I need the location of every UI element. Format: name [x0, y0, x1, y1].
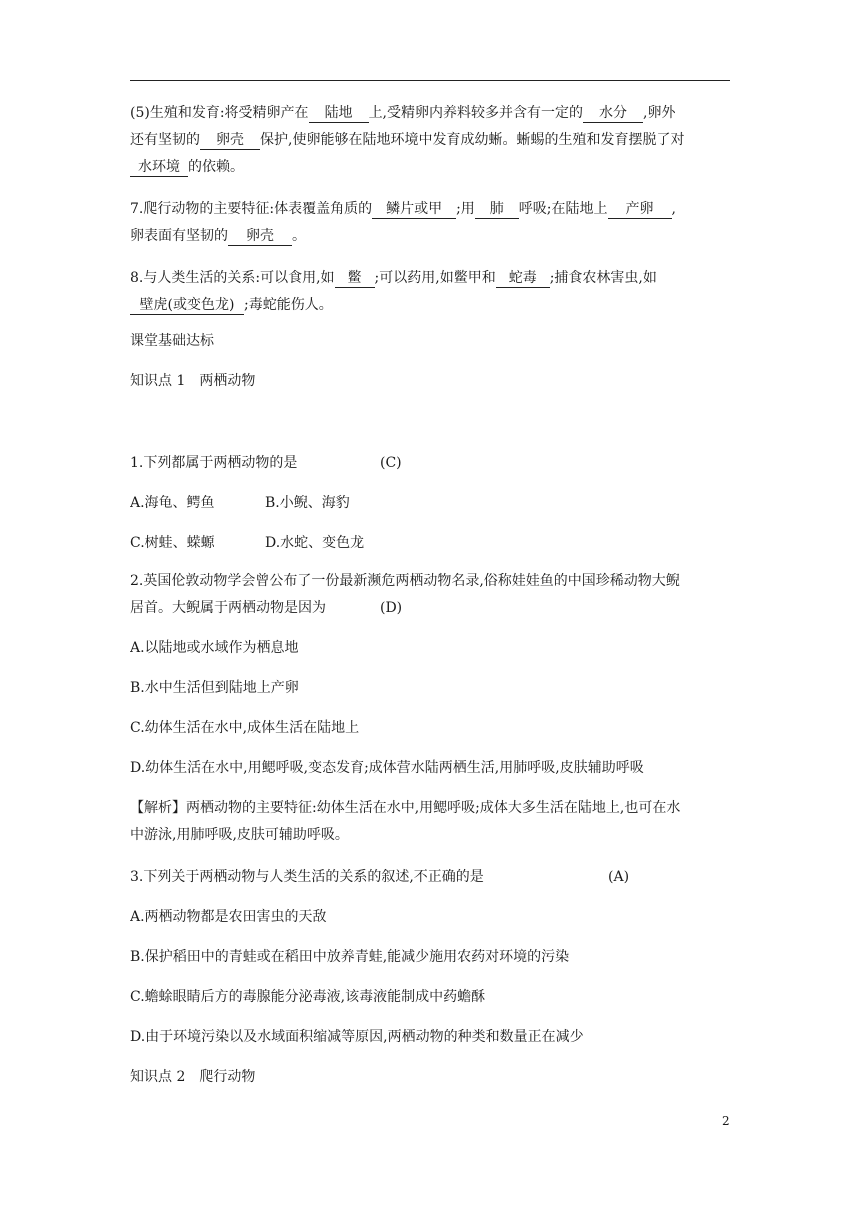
text: ;毒蛇能伤人。: [244, 297, 333, 313]
q3-option-d: D.由于环境污染以及水域面积缩减等原因,两栖动物的种类和数量正在减少: [130, 1029, 584, 1045]
blank-answer: 鳖: [335, 269, 375, 288]
q1-options-ab: [130, 490, 740, 517]
header-rule: [130, 80, 730, 81]
blank-answer: 卵壳: [228, 227, 292, 246]
text: 的依赖。: [188, 159, 244, 175]
text: 卵表面有坚韧的: [130, 228, 228, 244]
text: (5)生殖和发育:将受精卵产在: [130, 105, 309, 121]
q3-option-b: B.保护稻田中的青蛙或在稻田中放养青蛙,能减少施用农药对环境的污染: [130, 949, 570, 965]
text: 。: [292, 228, 306, 244]
q2-stem-line-2: [130, 595, 740, 622]
q2-analysis-line-2: 中游泳,用肺呼吸,皮肤可辅助呼吸。: [130, 827, 349, 843]
q3-answer: (A): [608, 869, 630, 885]
p5-line-3: [130, 154, 740, 181]
option-b: B.小鲵、海豹: [265, 495, 350, 511]
text: ;用: [456, 201, 475, 217]
text: 3.下列关于两栖动物与人类生活的关系的叙述,不正确的是: [130, 869, 484, 885]
p5-line-2: [130, 127, 740, 154]
page-number: 2: [722, 1114, 730, 1128]
p5-line-1: [130, 100, 740, 127]
option-c: C.树蛙、蝾螈: [130, 535, 215, 551]
option-a: A.海龟、鳄鱼: [130, 495, 215, 511]
text: 还有坚韧的: [130, 132, 200, 148]
text: 居首。大鲵属于两栖动物是因为: [130, 600, 326, 616]
text: 1.下列都属于两栖动物的是: [130, 455, 298, 471]
blank-answer: 卵壳: [200, 131, 260, 150]
q2-option-b: B.水中生活但到陆地上产卵: [130, 680, 299, 696]
option-d: D.水蛇、变色龙: [265, 535, 365, 551]
q3-stem: [130, 864, 740, 891]
q3-option-c: C.蟾蜍眼睛后方的毒腺能分泌毒液,该毒液能制成中药蟾酥: [130, 989, 486, 1005]
blank-answer: 水环境: [130, 158, 188, 177]
q2-answer: (D): [380, 600, 403, 616]
text: ;捕食农林害虫,如: [549, 270, 657, 286]
p8-line-1: [130, 265, 740, 292]
text: 上,受精卵内养料较多并含有一定的: [368, 105, 584, 121]
text: 8.与人类生活的关系:可以食用,如: [130, 270, 335, 286]
p8-line-2: [130, 292, 740, 319]
p7-line-2: [130, 223, 740, 250]
blank-answer: 陆地: [309, 104, 369, 123]
blank-answer: 肺: [475, 200, 519, 219]
q2-stem-line-1: 2.英国伦敦动物学会曾公布了一份最新濒危两栖动物名录,俗称娃娃鱼的中国珍稀动物大鲵: [130, 573, 680, 589]
blank-answer: 水分: [583, 104, 643, 123]
text: ;可以药用,如鳖甲和: [374, 270, 496, 286]
section-title: 课堂基础达标: [130, 333, 214, 349]
text: 保护,使卵能够在陆地环境中发育成幼蜥。蜥蜴的生殖和发育摆脱了对: [260, 132, 685, 148]
q2-analysis-line-1: 【解析】两栖动物的主要特征:幼体生活在水中,用鳃呼吸;成体大多生活在陆地上,也可在水: [130, 800, 681, 816]
knowledge-point-2: 知识点 2 爬行动物: [130, 1069, 256, 1085]
text: 呼吸;在陆地上: [518, 201, 608, 217]
q2-option-c: C.幼体生活在水中,成体生活在陆地上: [130, 720, 360, 736]
q1-answer: (C): [380, 455, 402, 471]
blank-answer: 壁虎(或变色龙): [130, 296, 244, 315]
blank-answer: 产卵: [608, 200, 672, 219]
q2-option-d: D.幼体生活在水中,用鳃呼吸,变态发育;成体营水陆两栖生活,用肺呼吸,皮肤辅助呼吸: [130, 760, 644, 776]
p7-line-1: [130, 196, 740, 223]
blank-answer: 蛇毒: [496, 269, 550, 288]
text: 7.爬行动物的主要特征:体表覆盖角质的: [130, 201, 373, 217]
q1-options-cd: [130, 530, 740, 557]
blank-answer: 鳞片或甲: [372, 200, 456, 219]
q1-stem: [130, 450, 740, 477]
q3-option-a: A.两栖动物都是农田害虫的天敌: [130, 909, 327, 925]
q2-option-a: A.以陆地或水域作为栖息地: [130, 640, 299, 656]
text: ,卵外: [643, 105, 676, 121]
text: ,: [671, 201, 676, 217]
knowledge-point-1: 知识点 1 两栖动物: [130, 373, 256, 389]
